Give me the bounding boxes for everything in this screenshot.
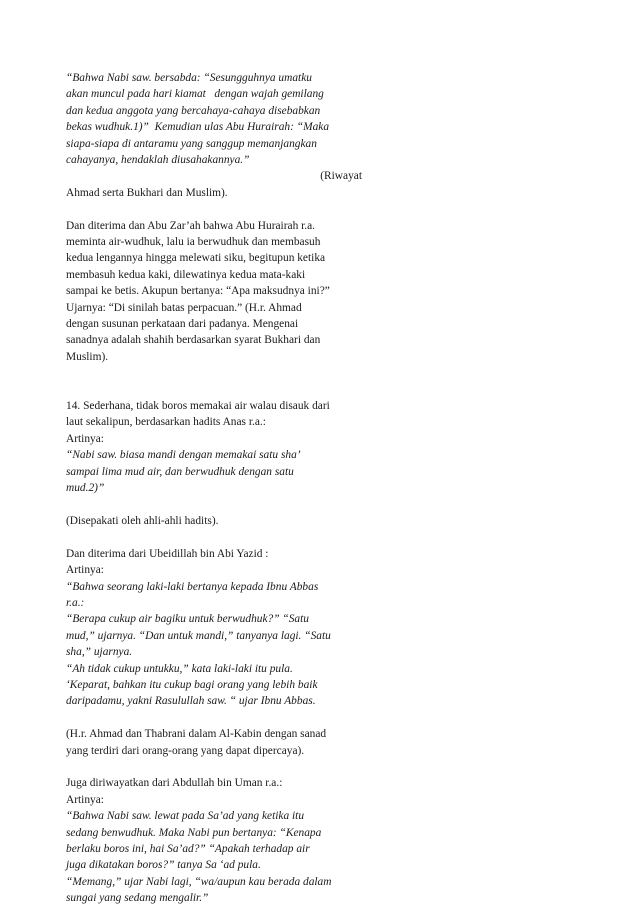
text-line: (Disepakati oleh ahli-ahli hadits). [66,514,219,527]
text-line: sanadnya adalah shahih berdasarkan syarat Bukhari dan [66,334,321,347]
text-line: Artinya: [66,432,104,445]
paragraph-hadith-quote [66,70,362,201]
text-line: Muslim). [66,350,109,363]
text-line: dengan susunan perkataan dari padanya. Mengenai [66,318,299,331]
text-line: dan kedua anggota yang bercahaya-cahaya disebabkan [66,104,321,117]
paragraph-gap [66,497,362,513]
text-line: “Bahwa seorang laki-laki bertanya kepada Ibnu Abbas [66,580,319,593]
text-line: “Berapa cukup air bagiku untuk berwudhuk?” “Satu [66,613,309,626]
paragraph-gap [66,201,362,217]
paragraph-abdullah [66,775,362,906]
document-page [66,70,362,907]
text-line: akan muncul pada hari kiamat dengan wajah gemilang [66,88,324,101]
text-line: r.a.: [66,596,85,609]
text-line: kedua lengannya hingga melewati siku, begitupun ketika [66,252,326,265]
paragraph-gap [66,382,362,398]
text-line: yang terdiri dari orang-orang yang dapat dipercaya). [66,744,305,757]
text-line: (H.r. Ahmad dan Thabrani dalam Al-Kabin dengan sanad [66,728,327,741]
text-line: Ujarnya: “Di sinilah batas perpacuan.” (H.r. Ahmad [66,301,302,314]
text-line: 14. Sederhana, tidak boros memakai air walau disauk dari [66,400,330,413]
text-line: sha,” ujarnya. [66,646,133,659]
paragraph-hr-ahmad [66,726,362,759]
text-line: sampai lima mud air, dan berwudhuk dengan satu [66,465,294,478]
text-line: sedang benwudhuk. Maka Nabi pun bertanya: “Kenapa [66,826,322,839]
text-line: siapa-siapa di antaramu yang sanggup memanjangkan [66,137,317,150]
paragraph-gap [66,759,362,775]
text-line: Artinya: [66,564,104,577]
paragraph-ubeidillah [66,546,362,710]
text-line: cahayanya, hendaklah diusahakannya.” [66,154,250,167]
text-line: berlaku boros ini, hai Sa’ad?” “Apakah terhadap air [66,842,310,855]
text-line: sampai ke betis. Akupun bertanya: “Apa maksudnya ini?” [66,285,330,298]
text-line: laut sekalipun, berdasarkan hadits Anas r.a.: [66,416,266,429]
text-line: membasuh kedua kaki, dilewatinya kedua mata-kaki [66,268,306,281]
text-line: “Bahwa Nabi saw. bersabda: “Sesungguhnya umatku [66,72,312,84]
text-line: Dan diterima dan Abu Zar’ah bahwa Abu Hurairah r.a. [66,219,316,232]
text-line: sungai yang sedang mengalir.” [66,892,209,905]
paragraph-gap [66,529,362,545]
text-line: mud,” ujarnya. “Dan untuk mandi,” tanyanya lagi. “Satu [66,629,331,642]
text-line: meminta air-wudhuk, lalu ia berwudhuk dan membasuh [66,236,321,249]
text-line: mud.2)” [66,482,105,495]
paragraph-gap [66,365,362,381]
text-line: Ahmad serta Bukhari dan Muslim). [66,186,228,199]
text-line: “Ah tidak cukup untukku,” kata laki-laki itu pula. [66,662,293,675]
text-line: juga dikatakan boros?” tanya Sa ‘ad pula. [66,859,261,872]
text-line: Juga diriwayatkan dari Abdullah bin Uman r.a.: [66,777,283,790]
text-line: ‘Keparat, bahkan itu cukup bagi orang yang lebih baik [66,678,318,691]
text-line: “Nabi saw. biasa mandi dengan memakai satu sha’ [66,449,301,462]
paragraph-disepakati [66,513,362,529]
paragraph-abu-zarah [66,218,362,366]
text-line: “Bahwa Nabi saw. lewat pada Sa’ad yang ketika itu [66,810,305,823]
text-line: Dan diterima dari Ubeidillah bin Abi Yazid : [66,547,269,560]
paragraph-gap [66,710,362,726]
text-line: daripadamu, yakni Rasulullah saw. “ ujar Ibnu Abbas. [66,695,316,708]
text-line: “Memang,” ujar Nabi lagi, “wa/aupun kau berada dalam [66,875,332,888]
text-line: (Riwayat [320,170,362,183]
paragraph-point-14 [66,398,362,496]
text-line: bekas wudhuk.1)” Kemudian ulas Abu Hurairah: “Maka [66,121,330,134]
text-line: Artinya: [66,793,104,806]
